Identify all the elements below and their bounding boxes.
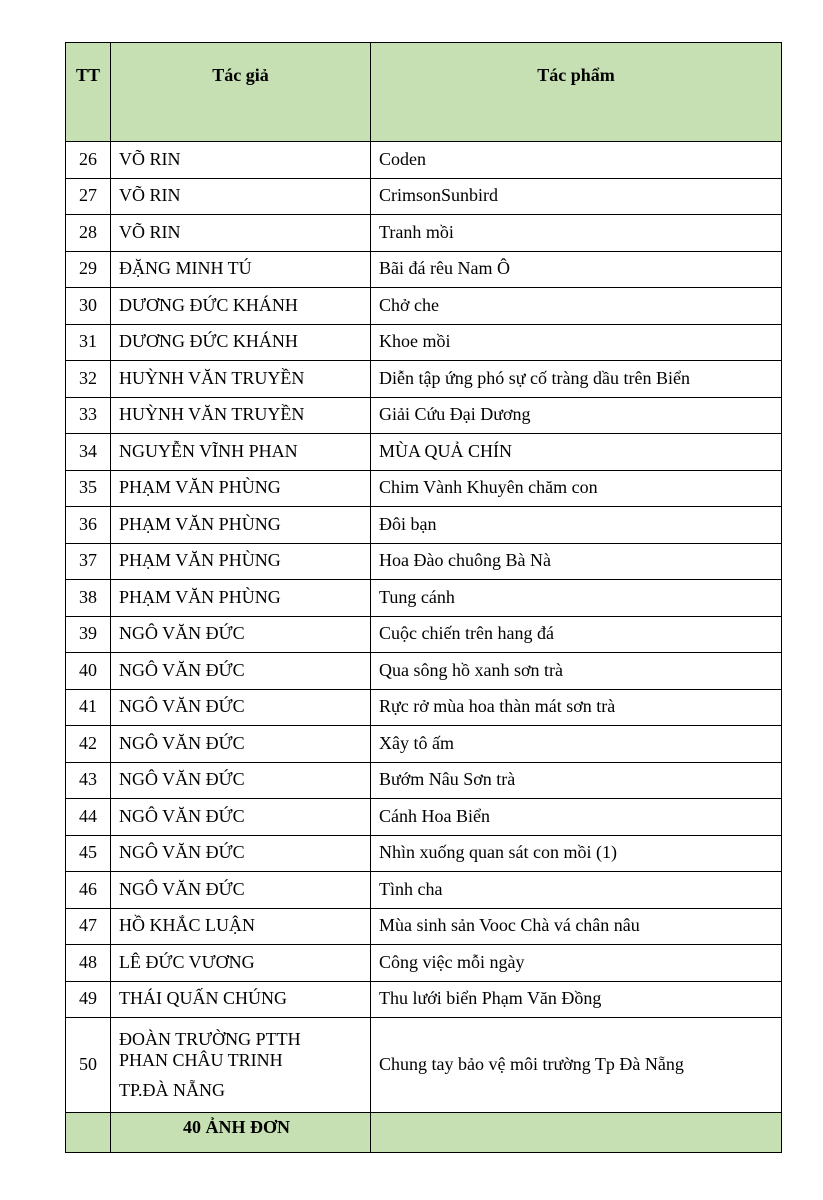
cell-author: NGÔ VĂN ĐỨC	[111, 762, 371, 799]
table-row	[66, 689, 782, 726]
cell-author: PHẠM VĂN PHÙNG	[111, 507, 371, 544]
cell-tt: 50	[66, 1018, 111, 1113]
table-row	[66, 908, 782, 945]
cell-author: PHẠM VĂN PHÙNG	[111, 470, 371, 507]
cell-work: Tình cha	[371, 872, 782, 909]
cell-work: Đôi bạn	[371, 507, 782, 544]
cell-author: HUỲNH VĂN TRUYỀN	[111, 361, 371, 398]
cell-tt: 27	[66, 178, 111, 215]
cell-tt: 26	[66, 142, 111, 179]
cell-tt: 28	[66, 215, 111, 252]
cell-tt: 29	[66, 251, 111, 288]
cell-author: NGÔ VĂN ĐỨC	[111, 835, 371, 872]
cell-author: HUỲNH VĂN TRUYỀN	[111, 397, 371, 434]
table-footer-row	[66, 1113, 782, 1153]
footer-empty-cell	[371, 1113, 782, 1153]
table-row	[66, 434, 782, 471]
cell-work: Qua sông hồ xanh sơn trà	[371, 653, 782, 690]
table-row	[66, 397, 782, 434]
table-row	[66, 507, 782, 544]
cell-author: HỒ KHẮC LUẬN	[111, 908, 371, 945]
cell-author	[111, 1018, 371, 1113]
cell-work: Xây tô ấm	[371, 726, 782, 763]
cell-work: Công việc mỗi ngày	[371, 945, 782, 982]
cell-tt: 36	[66, 507, 111, 544]
cell-tt: 41	[66, 689, 111, 726]
cell-author: NGÔ VĂN ĐỨC	[111, 653, 371, 690]
awards-table	[65, 42, 782, 1153]
cell-tt: 34	[66, 434, 111, 471]
table-row	[66, 872, 782, 909]
cell-work: Bãi đá rêu Nam Ô	[371, 251, 782, 288]
cell-tt: 42	[66, 726, 111, 763]
header-work: Tác phẩm	[371, 43, 782, 142]
cell-work: Chung tay bảo vệ môi trường Tp Đà Nẵng	[371, 1018, 782, 1113]
author-line: ĐOÀN TRƯỜNG PTTH	[119, 1028, 301, 1049]
table-row	[66, 142, 782, 179]
table-row	[66, 835, 782, 872]
table-row	[66, 1018, 782, 1113]
cell-author: PHẠM VĂN PHÙNG	[111, 580, 371, 617]
cell-tt: 44	[66, 799, 111, 836]
cell-author: VÕ RIN	[111, 178, 371, 215]
cell-tt: 48	[66, 945, 111, 982]
cell-author: LÊ ĐỨC VƯƠNG	[111, 945, 371, 982]
cell-tt: 39	[66, 616, 111, 653]
cell-work: CrimsonSunbird	[371, 178, 782, 215]
footer-label-cell	[111, 1113, 371, 1153]
cell-author: VÕ RIN	[111, 142, 371, 179]
cell-tt: 38	[66, 580, 111, 617]
cell-work: Nhìn xuống quan sát con mồi (1)	[371, 835, 782, 872]
cell-author: NGÔ VĂN ĐỨC	[111, 616, 371, 653]
table-row	[66, 726, 782, 763]
header-tt: TT	[66, 43, 111, 142]
table-row	[66, 653, 782, 690]
table-row	[66, 543, 782, 580]
cell-author: DƯƠNG ĐỨC KHÁNH	[111, 288, 371, 325]
cell-work: Chở che	[371, 288, 782, 325]
cell-author: ĐẶNG MINH TÚ	[111, 251, 371, 288]
cell-tt: 40	[66, 653, 111, 690]
footer-empty-cell	[66, 1113, 111, 1153]
table-row	[66, 178, 782, 215]
table-row	[66, 324, 782, 361]
table-row	[66, 981, 782, 1018]
cell-author: THÁI QUẤN CHÚNG	[111, 981, 371, 1018]
table-row	[66, 251, 782, 288]
cell-tt: 33	[66, 397, 111, 434]
cell-tt: 32	[66, 361, 111, 398]
cell-work: Thu lưới biển Phạm Văn Đồng	[371, 981, 782, 1018]
cell-work: Khoe mồi	[371, 324, 782, 361]
table-row	[66, 470, 782, 507]
cell-tt: 31	[66, 324, 111, 361]
cell-work: Giải Cứu Đại Dương	[371, 397, 782, 434]
cell-tt: 46	[66, 872, 111, 909]
cell-work: Rực rở mùa hoa thàn mát sơn trà	[371, 689, 782, 726]
cell-tt: 45	[66, 835, 111, 872]
table-row	[66, 361, 782, 398]
cell-work: MÙA QUẢ CHÍN	[371, 434, 782, 471]
table-row	[66, 799, 782, 836]
footer-label: 40 ẢNH ĐƠN	[183, 1117, 290, 1137]
author-line: TP.ĐÀ NẴNG	[119, 1079, 226, 1100]
cell-work: Mùa sinh sản Vooc Chà vá chân nâu	[371, 908, 782, 945]
cell-work: Hoa Đào chuông Bà Nà	[371, 543, 782, 580]
cell-author: VÕ RIN	[111, 215, 371, 252]
table-row	[66, 762, 782, 799]
cell-work: Cánh Hoa Biển	[371, 799, 782, 836]
cell-work: Chim Vành Khuyên chăm con	[371, 470, 782, 507]
cell-work: Diễn tập ứng phó sự cố tràng dầu trên Biển	[371, 361, 782, 398]
cell-author: DƯƠNG ĐỨC KHÁNH	[111, 324, 371, 361]
table-row	[66, 616, 782, 653]
table-row	[66, 215, 782, 252]
cell-author: PHẠM VĂN PHÙNG	[111, 543, 371, 580]
table-row	[66, 945, 782, 982]
cell-tt: 35	[66, 470, 111, 507]
table-body	[66, 142, 782, 1018]
author-line: PHAN CHÂU TRINH	[119, 1050, 283, 1071]
cell-tt: 47	[66, 908, 111, 945]
table-row	[66, 580, 782, 617]
cell-work: Cuộc chiến trên hang đá	[371, 616, 782, 653]
table-header-row	[66, 43, 782, 142]
cell-work: Tung cánh	[371, 580, 782, 617]
cell-tt: 30	[66, 288, 111, 325]
cell-work: Bướm Nâu Sơn trà	[371, 762, 782, 799]
cell-work: Coden	[371, 142, 782, 179]
header-author: Tác giả	[111, 43, 371, 142]
cell-tt: 37	[66, 543, 111, 580]
cell-author: NGÔ VĂN ĐỨC	[111, 689, 371, 726]
cell-author: NGÔ VĂN ĐỨC	[111, 726, 371, 763]
cell-author: NGÔ VĂN ĐỨC	[111, 799, 371, 836]
cell-author: NGUYỄN VĨNH PHAN	[111, 434, 371, 471]
cell-work: Tranh mồi	[371, 215, 782, 252]
cell-tt: 49	[66, 981, 111, 1018]
cell-author: NGÔ VĂN ĐỨC	[111, 872, 371, 909]
table-row	[66, 288, 782, 325]
cell-tt: 43	[66, 762, 111, 799]
